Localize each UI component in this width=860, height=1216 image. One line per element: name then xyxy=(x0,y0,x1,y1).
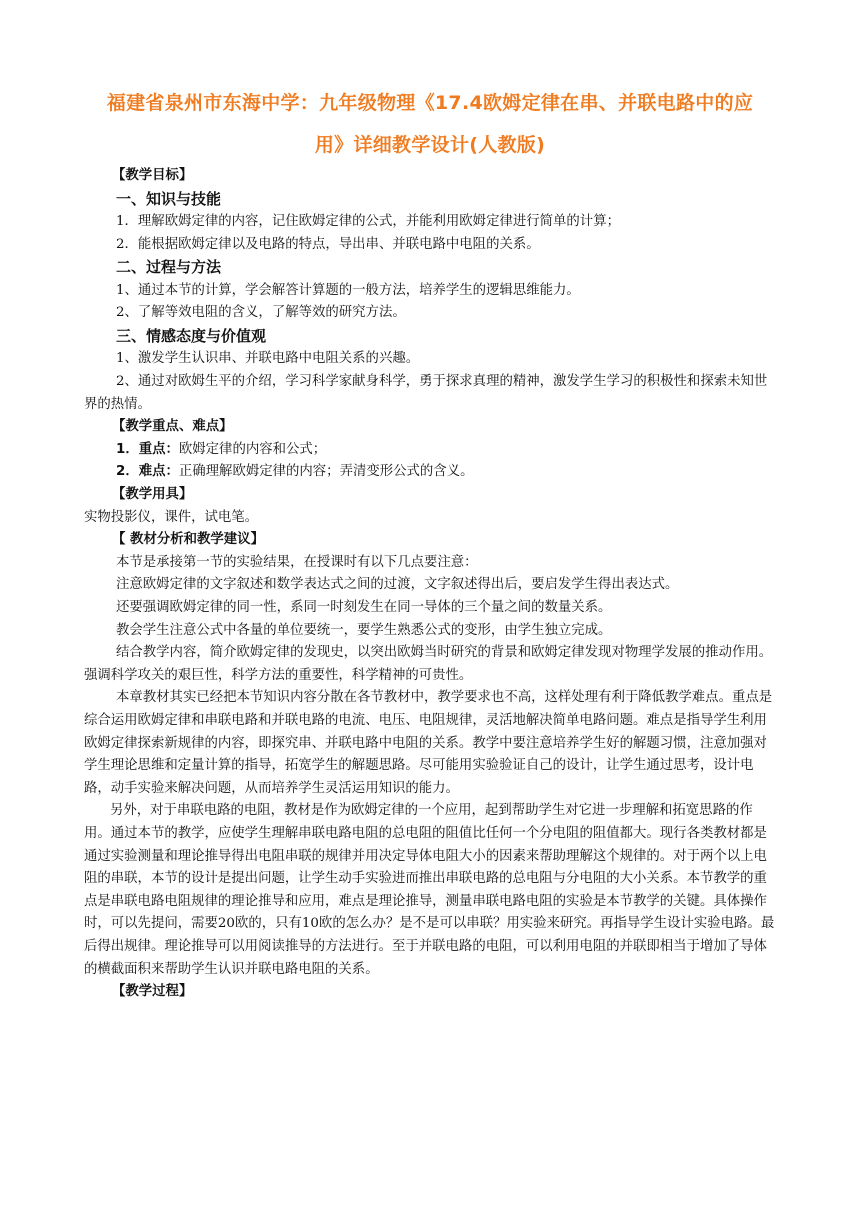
analysis-paragraph-1: 本节是承接第一节的实验结果，在授课时有以下几点要注意： xyxy=(116,554,478,570)
knowledge-item-2: 2．能根据欧姆定律以及电路的特点，导出串、并联电路中电阻的关系。 xyxy=(116,236,540,252)
section-process-method-title: 二、过程与方法 xyxy=(116,258,222,277)
key-point-2-label: 2．难点： xyxy=(116,464,179,480)
document-title-line-1: 福建省泉州市东海中学：九年级物理《17.4欧姆定律在串、并联电路中的应 xyxy=(106,92,754,114)
key-point-1-text: 欧姆定律的内容和公式； xyxy=(178,441,327,457)
attitude-item-2: 2、通过对欧姆生平的介绍，学习科学家献身科学，勇于探求真理的精神，激发学生学习的积极性和探索未知世界的热情。 xyxy=(84,374,768,412)
analysis-paragraph-6: 本章教材其实已经把本节知识内容分散在各节教材中，教学要求也不高，这样处理有利于降低教学难点。重点是综合运用欧姆定律和串联电路和并联电路的电流、电压、电阻规律，灵活地解决简单电路问题。难点是指导学生利用欧姆定律探索新规律的内容，即探究串、并联电路中电阻的关系。教学中要注意培养学生好的解题习惯，注意加强对学生理论思维和定量计算的指导，拓宽学生的解题思路。尽可能用实验验证自己的设计，让学生通过思考，设计电路，动手实验来解决问题，从而培养学生灵活运用知识的能力。 xyxy=(84,690,773,796)
process-item-2: 2、了解等效电阻的含义，了解等效的研究方法。 xyxy=(116,305,406,321)
objectives-heading: 【教学目标】 xyxy=(112,168,193,183)
analysis-paragraph-4: 教会学生注意公式中各量的单位要统一，要学生熟悉公式的变形，由学生独立完成。 xyxy=(116,622,612,638)
analysis-paragraph-7: 另外，对于串联电路的电阻，教材是作为欧姆定律的一个应用，起到帮助学生对它进一步理解和拓宽思路的作用。通过本节的教学，应使学生理解串联电路电阻的总电阻的阻值比任何一个分电阻的阻值都大。现行各类教材都是通过实验测量和理论推导得出电阻串联的规律并用决定导体电阻大小的因素来帮助理解这个规律的。对于两个以上电阻的串联，本节的设计是提出问题，让学生动手实验进而推出串联电路的总电阻与分电阻的大小关系。本节教学的重点是串联电路电阻规律的理论推导和应用，难点是理论推导，测量串联电路电阻的实验是本节教学的关键。具体操作时，可以先提问，需要20欧的，只有10欧的怎么办？是不是可以串联？用实验来研究。再指导学生设计实验电路。最后得出规律。理论推导可以用阅读推导的方法进行。至于并联电路的电阻，可以利用电阻的并联即相当于增加了导体的横截面积来帮助学生认识并联电路电阻的关系。 xyxy=(84,803,775,977)
attitude-item-1: 1、激发学生认识串、并联电路中电阻关系的兴趣。 xyxy=(116,351,420,367)
key-point-2-text: 正确理解欧姆定律的内容；弄清变形公式的含义。 xyxy=(178,464,474,480)
analysis-paragraph-5: 结合教学内容，简介欧姆定律的发现史，以突出欧姆当时研究的背景和欧姆定律发现对物理学发展的推动作用。强调科学攻关的艰巨性，科学方法的重要性，科学精神的可贵性。 xyxy=(84,645,773,683)
analysis-paragraph-2: 注意欧姆定律的文字叙述和数学表达式之间的过渡，文字叙述得出后，要启发学生得出表达式。 xyxy=(116,577,679,593)
tools-heading: 【教学用具】 xyxy=(112,487,193,503)
document-body xyxy=(84,165,776,1004)
process-item-1: 1、通过本节的计算，学会解答计算题的一般方法，培养学生的逻辑思维能力。 xyxy=(116,282,580,298)
key-point-2 xyxy=(84,461,776,484)
key-point-1 xyxy=(84,439,776,462)
section-knowledge-title: 一、知识与技能 xyxy=(116,189,222,208)
process-heading: 【教学过程】 xyxy=(112,984,193,1000)
section-attitude-title: 三、情感态度与价值观 xyxy=(116,326,267,345)
analysis-paragraph-3: 还要强调欧姆定律的同一性，系同一时刻发生在同一导体的三个量之间的数量关系。 xyxy=(116,600,612,615)
key-points-heading: 【教学重点、难点】 xyxy=(112,419,233,435)
document-title-line-2: 用》详细教学设计(人教版) xyxy=(314,134,546,156)
analysis-heading: 【 教材分析和教学建议】 xyxy=(112,532,264,548)
key-point-1-label: 1．重点： xyxy=(116,441,179,457)
knowledge-item-1: 1．理解欧姆定律的内容，记住欧姆定律的公式，并能利用欧姆定律进行简单的计算； xyxy=(116,214,620,230)
tools-text: 实物投影仪，课件，试电笔。 xyxy=(84,509,259,525)
